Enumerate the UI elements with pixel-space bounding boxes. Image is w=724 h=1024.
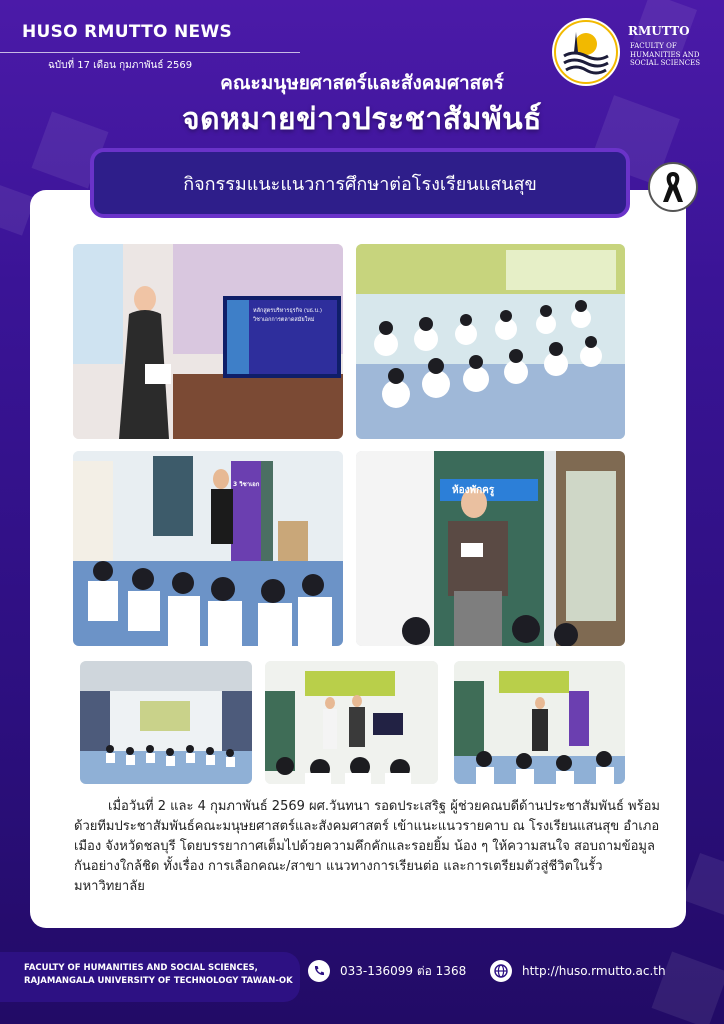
- logo-brand: RMUTTO: [628, 24, 690, 38]
- phone-number: 033-136099 ต่อ 1368: [340, 963, 467, 978]
- page-headline: จดหมายข่าวประชาสัมพันธ์: [182, 102, 542, 137]
- article-title-banner: [90, 148, 630, 218]
- footer-faculty-line2: RAJAMANGALA UNIVERSITY OF TECHNOLOGY TAWAN-OK: [24, 976, 293, 986]
- room-sign-text: ห้องพักครู: [452, 485, 495, 496]
- screen-text-line2: วิชาเอกการตลาดสมัยใหม่: [253, 317, 315, 323]
- logo-subtitle: FACULTY OF HUMANITIES AND SOCIAL SCIENCES: [630, 42, 700, 67]
- website-url: http://huso.rmutto.ac.th: [522, 964, 666, 978]
- globe-icon: [490, 960, 512, 982]
- photo-classroom-wide: [80, 661, 252, 784]
- faculty-name: คณะมนุษยศาสตร์และสังคมศาสตร์: [220, 72, 504, 94]
- newsletter-title: HUSO RMUTTO NEWS: [22, 22, 233, 42]
- article-title: กิจกรรมแนะแนวการศึกษาต่อโรงเรียนแสนสุข: [183, 173, 537, 195]
- decorative-shape: [683, 853, 724, 917]
- photo-presenters-front: [265, 661, 438, 784]
- divider: [0, 52, 300, 53]
- standee-text: 3 วิชาเอก: [233, 481, 260, 488]
- footer-faculty-line1: FACULTY OF HUMANITIES AND SOCIAL SCIENCES,: [24, 963, 258, 973]
- footer-phone[interactable]: [308, 960, 466, 982]
- photo-presenter-standee: [73, 451, 343, 646]
- footer-website[interactable]: [490, 960, 666, 982]
- photo-speaker-presentation: [73, 244, 343, 439]
- issue-label: ฉบับที่ 17 เดือน กุมภาพันธ์ 2569: [48, 60, 193, 71]
- photo-male-speaker: [356, 451, 625, 646]
- mourning-ribbon-icon: [648, 162, 698, 212]
- article-text: เมื่อวันที่ 2 และ 4 กุมภาพันธ์ 2569 ผศ.วันทนา รอดประเสริฐ ผู้ช่วยคณบดีด้านประชาสัมพันธ์ พร้อมด้วยทีมประชาสัมพันธ์คณะมนุษยศาสตร์และสังคมศาสตร์ เข้าแนะแนวรายคาบ ณ โรงเรียนแสนสุข อำเภอเมือง จังหวัดชลบุรี โดยบรรยากาศเต็มไปด้วยความคึกคักและรอยยิ้ม น้อง ๆ ให้ความสนใจ สอบถามข้อมูลกันอย่างใกล้ชิด ทั้งเรื่อง การเลือกคณะ/สาขา แนวทางการเรียนต่อ และการเตรียมตัวสู่ชีวิตในรั้วมหาวิทยาลัย: [74, 799, 660, 894]
- phone-icon: [308, 960, 330, 982]
- photo-students-seated: [356, 244, 625, 439]
- screen-text-line1: หลักสูตรบริหารธุรกิจ (บธ.บ.): [253, 308, 323, 314]
- article-body: [74, 797, 660, 897]
- footer-faculty: [24, 962, 293, 988]
- photo-classroom-standee: [454, 661, 625, 784]
